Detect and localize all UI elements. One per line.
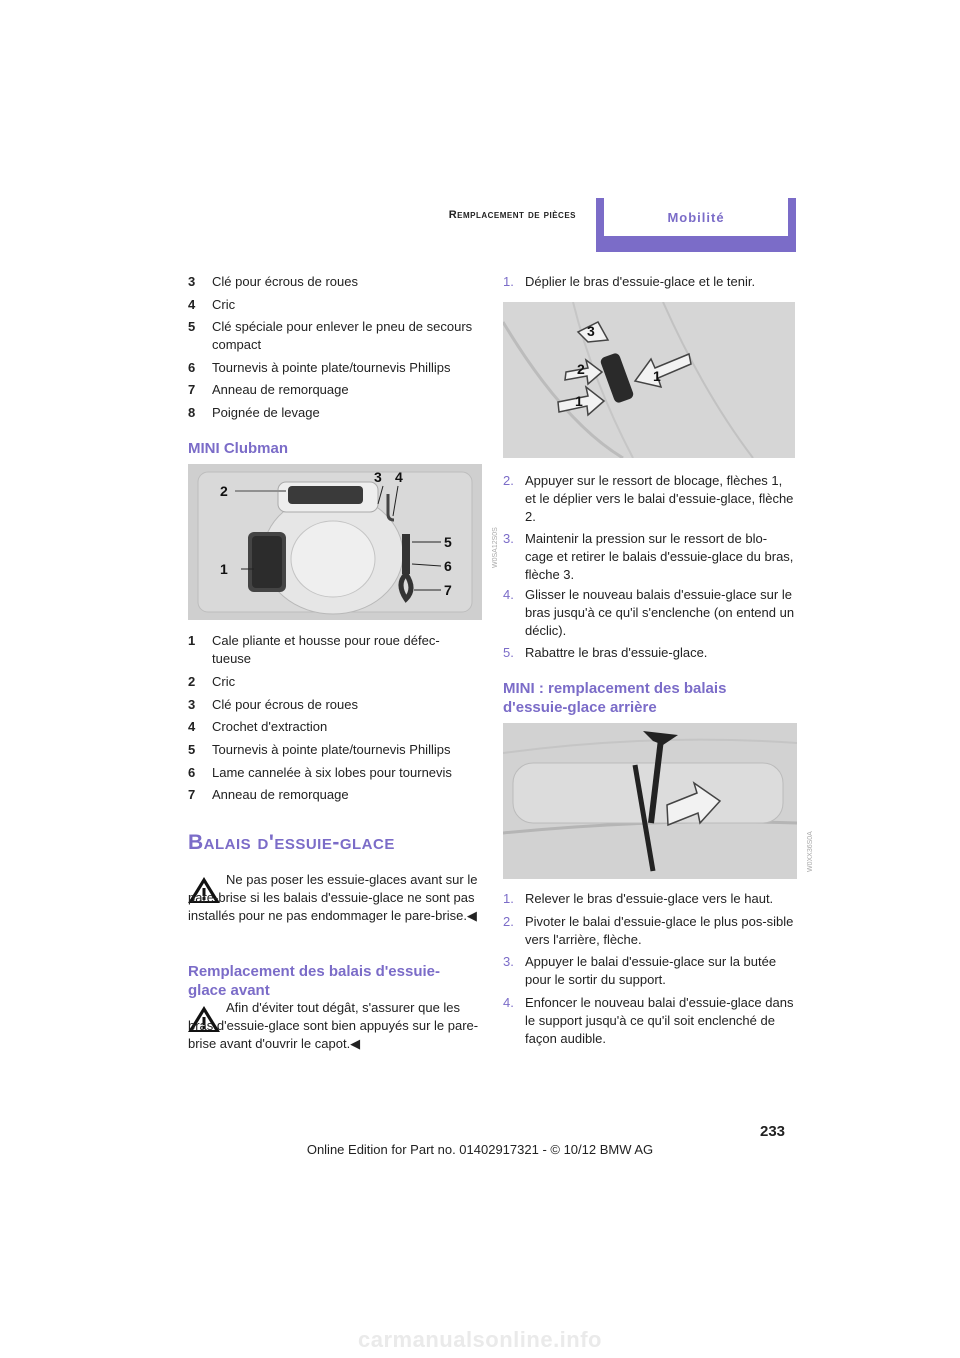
step-number: 1. (503, 891, 514, 906)
figure-label: 1 (653, 368, 661, 384)
item-number: 4 (188, 719, 196, 734)
list-item (188, 296, 478, 314)
step-item (503, 273, 795, 291)
list-item (188, 741, 480, 759)
step-text: Rabattre le bras d'essuie-glace. (525, 645, 708, 660)
item-text: Tournevis à pointe plate/tournevis Phillips (212, 360, 451, 375)
step-text: Pivoter le balai d'essuie-glace le plus pos-sible vers l'arrière, flèche. (525, 914, 794, 947)
page-number: 233 (760, 1123, 786, 1140)
item-number: 2 (188, 674, 196, 689)
item-text: Tournevis à pointe plate/tournevis Phillips (212, 742, 451, 757)
step-item (503, 644, 795, 662)
item-number: 7 (188, 382, 196, 397)
list-item (188, 696, 478, 714)
step-text: Maintenir la pression sur le ressort de blo-cage et retirer le balais d'essuie-glace du bras, flèche 3. (525, 531, 794, 582)
item-number: 3 (188, 697, 196, 712)
item-text: Clé spéciale pour enlever le pneu de secours compact (212, 319, 473, 352)
step-item (503, 953, 795, 989)
list-item (188, 632, 480, 668)
running-header-section: Remplacement de pièces (448, 209, 576, 221)
figure-label: 5 (444, 534, 452, 550)
step-number: 3. (503, 954, 514, 969)
step-item (503, 890, 795, 908)
item-number: 3 (188, 274, 196, 289)
item-text: Lame cannelée à six lobes pour tournevis (212, 765, 452, 780)
list-item (188, 764, 480, 782)
edition-footer: Online Edition for Part no. 01402917321 - © 10/12 BMW AG (306, 1142, 654, 1157)
figure-label: 1 (220, 561, 228, 577)
rear-wiper-heading: MINI : remplacement des balais d'essuie-glace arrière (503, 680, 727, 716)
figure-label: 3 (374, 469, 382, 485)
item-number: 1 (188, 633, 196, 648)
step-text: Déplier le bras d'essuie-glace et le tenir. (525, 274, 756, 289)
step-text: Appuyer le balai d'essuie-glace sur la butée pour le sortir du support. (525, 954, 777, 987)
chapter-tab (596, 198, 796, 252)
item-number: 8 (188, 405, 196, 420)
item-text: Cric (212, 674, 236, 689)
step-text: Glisser le nouveau balais d'essuie-glace sur le bras jusqu'à ce qu'il s'enclenche (on entend un déclic). (525, 587, 795, 638)
list-item (188, 273, 478, 291)
step-item (503, 994, 795, 1048)
item-text: Crochet d'extraction (212, 719, 328, 734)
step-item (503, 530, 795, 584)
step-text: Appuyer sur le ressort de blocage, flèches 1, et le déplier vers le balai d'essuie-glace, flèche 2. (525, 473, 794, 524)
step-number: 2. (503, 914, 514, 929)
warning-text: Ne pas poser les essuie-glaces avant sur le pare-brise si les balais d'essuie-glace ne sont pas installés pour ne pas endommager le pare-brise.◀ (188, 872, 478, 923)
item-text: Cric (212, 297, 236, 312)
clubman-trunk-figure (188, 464, 482, 620)
watermark: carmanualsonline.info (358, 1327, 602, 1352)
step-number: 5. (503, 645, 514, 660)
list-item (188, 786, 478, 804)
figure-label: 6 (444, 558, 452, 574)
list-item (188, 404, 478, 422)
item-number: 6 (188, 765, 196, 780)
figure-code: W0XX36S0A (807, 831, 814, 872)
figure-label: 1 (575, 393, 583, 409)
item-text: Anneau de remorquage (212, 382, 349, 397)
front-wiper-heading: Remplacement des balais d'essuie-glace avant (188, 963, 441, 999)
clubman-heading: MINI Clubman (188, 440, 288, 457)
list-item (188, 359, 480, 377)
step-text: Enfoncer le nouveau balai d'essuie-glace dans le support jusqu'à ce qu'il soit enclenché de façon audible. (525, 995, 794, 1046)
step-number: 4. (503, 587, 514, 602)
step-number: 3. (503, 531, 514, 546)
list-item (188, 673, 478, 691)
item-text: Poignée de levage (212, 405, 320, 420)
figure-label: 7 (444, 582, 452, 598)
rear-wiper-figure (503, 723, 797, 879)
item-text: Cale pliante et housse pour roue défec-tueuse (212, 633, 440, 666)
front-wiper-figure (503, 302, 795, 458)
figure-label: 2 (577, 361, 585, 377)
step-item (503, 913, 795, 949)
item-number: 4 (188, 297, 196, 312)
list-item (188, 318, 480, 354)
list-item (188, 718, 478, 736)
item-number: 5 (188, 319, 196, 334)
chapter-tab-label: Mobilité (604, 198, 788, 236)
item-number: 5 (188, 742, 196, 757)
step-number: 1. (503, 274, 514, 289)
step-item (503, 586, 795, 640)
figure-label: 3 (587, 323, 595, 339)
figure-label: 2 (220, 483, 228, 499)
step-text: Relever le bras d'essuie-glace vers le haut. (525, 891, 774, 906)
item-text: Clé pour écrous de roues (212, 697, 358, 712)
step-number: 4. (503, 995, 514, 1010)
list-item (188, 381, 478, 399)
item-text: Anneau de remorquage (212, 787, 349, 802)
section-title: Balais d'essuie-glace (188, 831, 395, 854)
figure-code: W0SA12S0S (492, 527, 499, 568)
step-item (503, 472, 795, 526)
item-number: 7 (188, 787, 196, 802)
figure-label: 4 (395, 469, 403, 485)
warning-text: Afin d'éviter tout dégât, s'assurer que les bras d'essuie-glace sont bien appuyés sur le pare-brise avant d'ouvrir le capot.◀ (188, 1000, 479, 1051)
item-text: Clé pour écrous de roues (212, 274, 358, 289)
item-number: 6 (188, 360, 196, 375)
step-number: 2. (503, 473, 514, 488)
